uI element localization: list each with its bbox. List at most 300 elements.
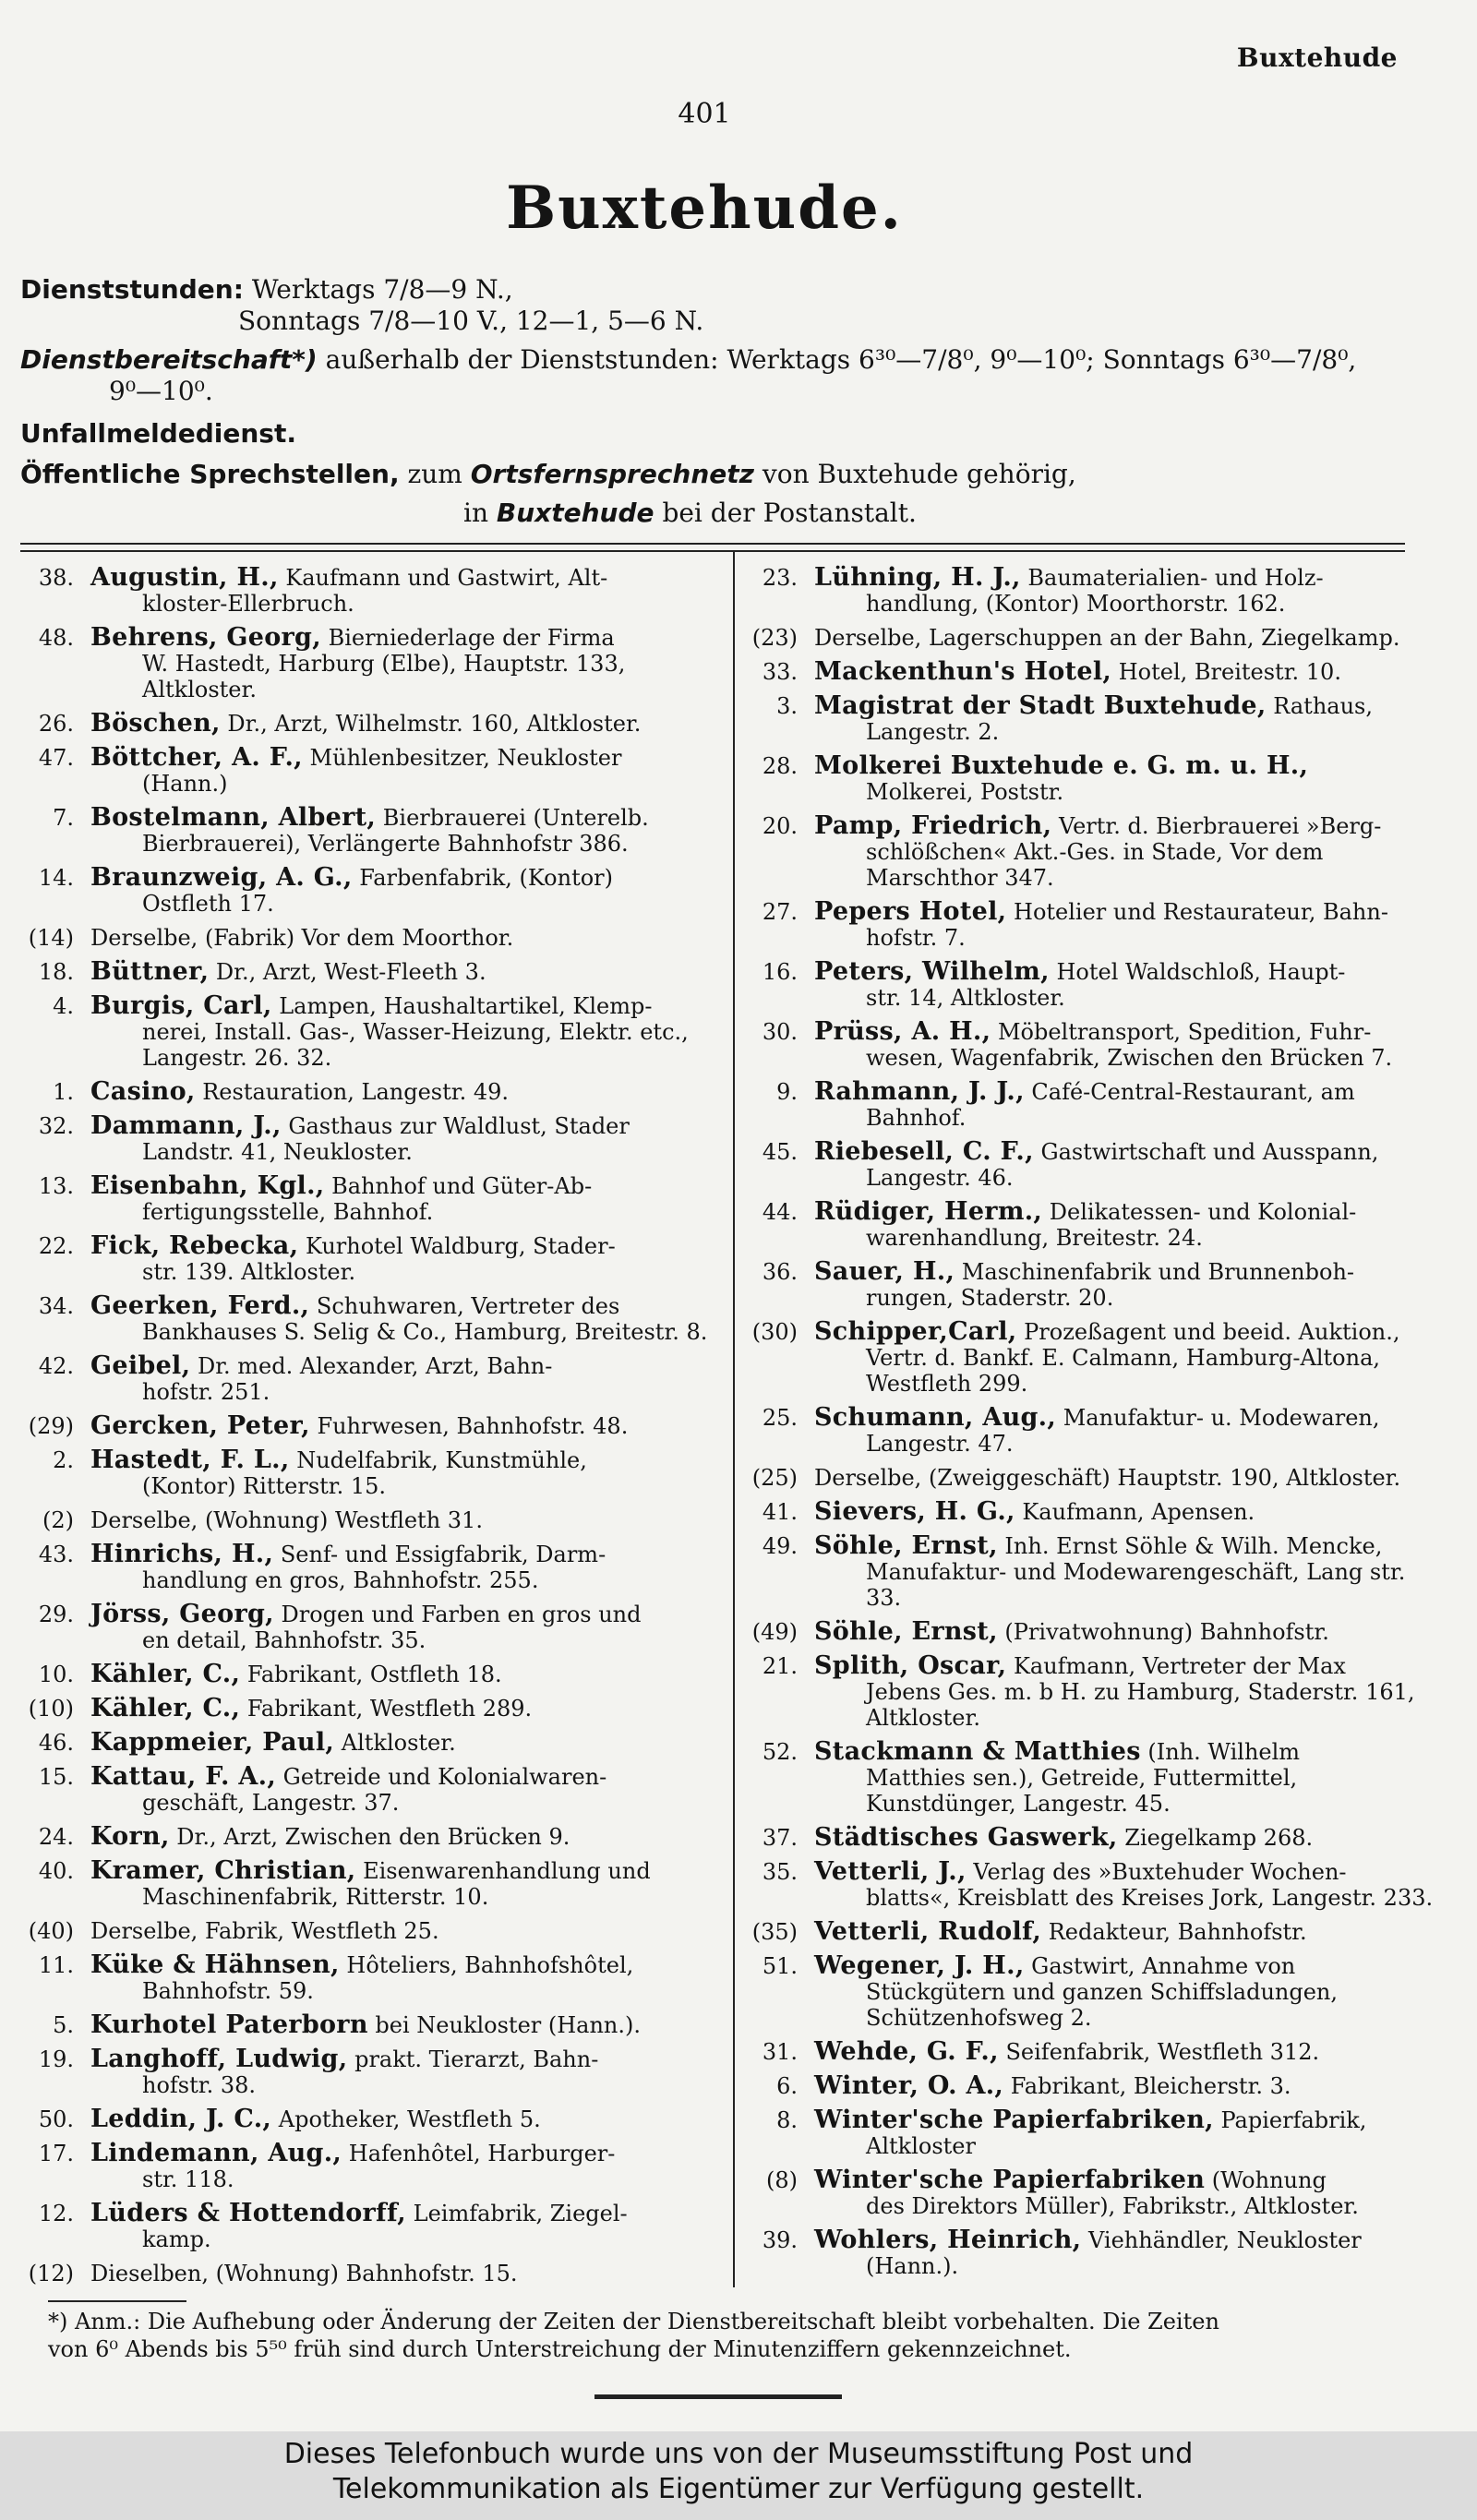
directory-entry — [744, 2073, 1438, 2099]
page-number: 401 — [678, 98, 731, 130]
directory-entry — [20, 745, 724, 797]
entry-name: Kähler, C., — [90, 1694, 241, 1722]
entry-number: (10) — [28, 1696, 74, 1722]
entry-name: Büttner, — [90, 957, 210, 986]
entry-continuation: Langestr. 2. — [866, 719, 1000, 745]
entry-number: 8. — [776, 2107, 798, 2133]
entry-detail: Kurhotel Waldburg, Stader- — [305, 1233, 616, 1259]
entry-name: Rahmann, J. J., — [814, 1077, 1025, 1106]
entry-number: 34. — [38, 1293, 74, 1319]
entry-number: 35. — [762, 1859, 798, 1885]
entry-number: 18. — [38, 959, 74, 985]
entry-detail: Fabrikant, Westfleth 289. — [246, 1696, 533, 1722]
directory-entry — [744, 1619, 1438, 1645]
entry-number: 27. — [762, 899, 798, 925]
entry-number: 51. — [762, 1953, 798, 1979]
entry-number: 23. — [762, 565, 798, 591]
directory-entry — [20, 1233, 724, 1285]
directory-entry — [744, 1199, 1438, 1251]
entry-number: 50. — [38, 2106, 74, 2132]
entry-detail: Kaufmann und Gastwirt, Alt- — [285, 565, 608, 591]
entry-detail: Gastwirt, Annahme von — [1031, 1953, 1296, 1979]
entry-name: Braunzweig, A. G., — [90, 863, 353, 892]
entry-continuation: hofstr. 251. — [142, 1379, 270, 1405]
entry-detail: (Inh. Wilhelm — [1147, 1739, 1301, 1765]
entry-number: 1. — [53, 1079, 74, 1105]
entry-number: 31. — [762, 2039, 798, 2065]
bereitschaft-cont-line — [109, 375, 213, 408]
entry-continuation: Landstr. 41, Neukloster. — [142, 1139, 413, 1165]
directory-entry — [20, 1918, 724, 1944]
entry-name: Mackenthun's Hotel, — [814, 657, 1112, 686]
entry-detail: bei Neukloster (Hann.). — [375, 2012, 642, 2038]
entry-name: Eisenbahn, Kgl., — [90, 1171, 325, 1200]
entry-number: (49) — [751, 1619, 798, 1645]
entry-name: Böschen, — [90, 709, 221, 738]
directory-entry — [20, 1079, 724, 1105]
directory-entry — [744, 565, 1438, 617]
directory-entry — [744, 2107, 1438, 2159]
entry-name: Burgis, Carl, — [90, 991, 272, 1020]
entry-detail: Derselbe, Fabrik, Westfleth 25. — [90, 1918, 439, 1944]
bereitschaft-text: außerhalb der Dienststunden: Werktags 6³⁰—7/8⁰, 9⁰—10⁰; Sonntags 6³⁰—7/8⁰, — [325, 344, 1357, 375]
running-head: Buxtehude — [1236, 42, 1398, 73]
entry-detail: Bahnhof und Güter-Ab- — [331, 1173, 593, 1199]
entry-continuation: Stückgütern und ganzen Schiffsladungen, Schützenhofsweg 2. — [866, 1979, 1339, 2031]
entry-continuation: str. 139. Altkloster. — [142, 1259, 356, 1285]
entry-number: (25) — [751, 1465, 798, 1491]
entry-detail: Maschinenfabrik und Brunnenboh- — [961, 1259, 1355, 1285]
entry-number: (14) — [28, 925, 74, 951]
entry-name: Hastedt, F. L., — [90, 1446, 290, 1474]
entry-name: Wegener, J. H., — [814, 1951, 1025, 1980]
entry-continuation: handlung, (Kontor) Moorthorstr. 162. — [866, 591, 1286, 617]
entry-name: Molkerei Buxtehude e. G. m. u. H., — [814, 751, 1309, 780]
directory-entry — [20, 805, 724, 857]
directory-entry — [20, 865, 724, 917]
directory-entry — [20, 1293, 724, 1345]
directory-entry — [20, 1507, 724, 1533]
entry-number: 40. — [38, 1858, 74, 1884]
directory-entry — [20, 1858, 724, 1910]
entry-detail: Café-Central-Restaurant, am — [1031, 1079, 1355, 1105]
entry-detail: Baumaterialien- und Holz- — [1027, 565, 1324, 591]
entry-name: Dammann, J., — [90, 1111, 282, 1140]
entry-detail: Kaufmann, Vertreter der Max — [1013, 1653, 1346, 1679]
entry-continuation: Molkerei, Poststr. — [866, 779, 1064, 805]
entry-detail: Dr. med. Alexander, Arzt, Bahn- — [197, 1353, 553, 1379]
dienststunden-line — [20, 273, 513, 306]
directory-entry — [744, 1499, 1438, 1525]
entry-detail: Derselbe, (Zweiggeschäft) Hauptstr. 190, Altkloster. — [814, 1465, 1401, 1491]
entry-name: Söhle, Ernst, — [814, 1531, 998, 1560]
entry-detail: Manufaktur- u. Modewaren, — [1063, 1405, 1380, 1431]
entry-number: 14. — [38, 865, 74, 891]
credit-banner — [0, 2431, 1477, 2520]
entry-number: 12. — [38, 2201, 74, 2226]
entry-number: 43. — [38, 1542, 74, 1567]
entry-name: Leddin, J. C., — [90, 2105, 272, 2133]
entry-detail: Hafenhôtel, Harburger- — [348, 2141, 616, 2166]
entry-number: 52. — [762, 1739, 798, 1765]
entry-name: Augustin, H., — [90, 563, 279, 592]
entry-detail: Hôteliers, Bahnhofshôtel, — [346, 1952, 634, 1978]
entry-continuation: warenhandlung, Breitestr. 24. — [866, 1225, 1203, 1251]
footnote-line-1: *) Anm.: Die Aufhebung oder Änderung der Zeiten der Dienstbereitschaft bleibt vorbehalten. Die Zeiten — [48, 2309, 1219, 2334]
entry-continuation: Langestr. 46. — [866, 1165, 1014, 1191]
entry-name: Vetterli, J., — [814, 1857, 967, 1886]
entry-continuation: Bahnhofstr. 59. — [142, 1978, 314, 2004]
entry-detail: Inh. Ernst Söhle & Wilh. Mencke, — [1004, 1533, 1383, 1559]
entry-detail: Farbenfabrik, (Kontor) — [359, 865, 614, 891]
entry-number: 29. — [38, 1602, 74, 1627]
ortsfernsprechnetz: Ortsfernsprechnetz — [470, 459, 754, 489]
entry-name: Winter, O. A., — [814, 2071, 1004, 2100]
entry-detail: Derselbe, (Wohnung) Westfleth 31. — [90, 1507, 483, 1533]
directory-entry — [20, 2012, 724, 2038]
entry-name: Sauer, H., — [814, 1257, 955, 1286]
entry-detail: Papierfabrik, — [1220, 2107, 1367, 2133]
directory-entry — [20, 993, 724, 1071]
directory-entry — [20, 625, 724, 702]
entry-number: 38. — [38, 565, 74, 591]
directory-entry — [20, 1824, 724, 1850]
directory-entry — [744, 1859, 1438, 1911]
entry-detail: Möbeltransport, Spedition, Fuhr- — [997, 1019, 1372, 1045]
directory-entry — [744, 1533, 1438, 1611]
directory-entry — [744, 1405, 1438, 1457]
entry-name: Riebesell, C. F., — [814, 1137, 1034, 1166]
entry-detail: Hotelier und Restaurateur, Bahn- — [1014, 899, 1388, 925]
entry-continuation: wesen, Wagenfabrik, Zwischen den Brücken 7. — [866, 1045, 1393, 1071]
directory-entry — [744, 1653, 1438, 1731]
entry-continuation: Manufaktur- und Modewarengeschäft, Lang str. 33. — [866, 1559, 1406, 1611]
entry-detail: Restauration, Langestr. 49. — [202, 1079, 509, 1105]
entry-detail: (Wohnung — [1211, 2167, 1327, 2193]
entry-name: Behrens, Georg, — [90, 623, 321, 652]
entry-number: 45. — [762, 1139, 798, 1165]
entry-number: 21. — [762, 1653, 798, 1679]
sprechstellen-text-1: zum — [407, 459, 462, 489]
entry-number: 39. — [762, 2227, 798, 2253]
entry-number: (2) — [42, 1507, 74, 1533]
entry-continuation: fertigungsstelle, Bahnhof. — [142, 1199, 434, 1225]
entry-detail: Drogen und Farben en gros und — [281, 1602, 642, 1627]
entry-detail: prakt. Tierarzt, Bahn- — [354, 2046, 599, 2072]
entry-detail: Dr., Arzt, Zwischen den Brücken 9. — [176, 1824, 570, 1850]
entry-number: 10. — [38, 1662, 74, 1687]
entry-continuation: str. 118. — [142, 2166, 234, 2192]
directory-entry — [20, 2261, 724, 2286]
entry-detail: Hotel Waldschloß, Haupt- — [1056, 959, 1346, 985]
entry-name: Winter'sche Papierfabriken — [814, 2166, 1206, 2194]
entry-detail: Nudelfabrik, Kunstmühle, — [296, 1447, 587, 1473]
credit-line-2: Telekommunikation als Eigentümer zur Verfügung gestellt. — [332, 2473, 1145, 2505]
entry-name: Winter'sche Papierfabriken, — [814, 2106, 1214, 2134]
entry-number: 16. — [762, 959, 798, 985]
entry-detail: Eisenwarenhandlung und — [363, 1858, 651, 1884]
directory-entry — [20, 925, 724, 951]
entry-continuation: Langestr. 47. — [866, 1431, 1014, 1457]
entry-number: 37. — [762, 1825, 798, 1851]
entry-name: Pamp, Friedrich, — [814, 811, 1052, 840]
entry-number: 36. — [762, 1259, 798, 1285]
right-column — [744, 565, 1438, 2287]
entry-continuation: Altkloster — [866, 2133, 976, 2159]
dienststunden-sonntags: Sonntags 7/8—10 V., 12—1, 5—6 N. — [238, 306, 704, 336]
entry-continuation: Maschinenfabrik, Ritterstr. 10. — [142, 1884, 489, 1910]
entry-name: Schumann, Aug., — [814, 1403, 1057, 1432]
sprechstellen-line-2 — [463, 497, 917, 530]
bereitschaft-label: Dienstbereitschaft*) — [20, 344, 318, 375]
sprechstellen-label: Öffentliche Sprechstellen, — [20, 459, 400, 489]
sprechstellen-postanstalt: bei der Postanstalt. — [662, 498, 917, 528]
entry-continuation: en detail, Bahnhofstr. 35. — [142, 1627, 426, 1653]
bottom-rule — [594, 2394, 842, 2399]
entry-detail: Leimfabrik, Ziegel- — [413, 2201, 628, 2226]
entry-number: 42. — [38, 1353, 74, 1379]
entry-detail: Lampen, Haushaltartikel, Klemp- — [279, 993, 653, 1019]
entry-detail: Delikatessen- und Kolonial- — [1049, 1199, 1357, 1225]
entry-name: Stackmann & Matthies — [814, 1737, 1141, 1766]
entry-name: Sievers, H. G., — [814, 1497, 1015, 1526]
entry-number: 44. — [762, 1199, 798, 1225]
entry-number: 6. — [776, 2073, 798, 2099]
entry-name: Rüdiger, Herm., — [814, 1197, 1043, 1226]
entry-number: 13. — [38, 1173, 74, 1199]
entry-number: 32. — [38, 1113, 74, 1139]
entry-continuation: W. Hastedt, Harburg (Elbe), Hauptstr. 133, Altkloster. — [142, 651, 626, 702]
entry-continuation: Bahnhof. — [866, 1105, 967, 1131]
entry-name: Kappmeier, Paul, — [90, 1728, 335, 1757]
entry-continuation: kamp. — [142, 2226, 211, 2252]
entry-continuation: des Direktors Müller), Fabrikstr., Altkloster. — [866, 2193, 1359, 2219]
entry-continuation: Bierbrauerei), Verlängerte Bahnhofstr 386. — [142, 831, 629, 857]
entry-detail: Altkloster. — [341, 1730, 456, 1756]
sprechstellen-city: Buxtehude — [496, 498, 654, 528]
entry-number: 48. — [38, 625, 74, 651]
entry-continuation: rungen, Staderstr. 20. — [866, 1285, 1114, 1311]
entry-name: Wehde, G. F., — [814, 2037, 999, 2066]
entry-number: 25. — [762, 1405, 798, 1431]
entry-name: Geerken, Ferd., — [90, 1291, 310, 1320]
dienststunden-sonntags-line — [238, 305, 703, 338]
directory-entry — [744, 1953, 1438, 2031]
entry-continuation: Vertr. d. Bankf. E. Calmann, Hamburg-Altona, Westfleth 299. — [866, 1345, 1381, 1397]
left-column — [20, 565, 724, 2295]
entry-number: 5. — [53, 2012, 74, 2038]
directory-entry — [20, 2141, 724, 2192]
entry-detail: Kaufmann, Apensen. — [1022, 1499, 1255, 1525]
entry-name: Söhle, Ernst, — [814, 1617, 998, 1646]
directory-entry — [744, 1739, 1438, 1817]
bereitschaft-cont: 9⁰—10⁰. — [109, 376, 213, 406]
entry-name: Kähler, C., — [90, 1660, 241, 1688]
header-rule-top — [20, 543, 1405, 545]
entry-detail: Dr., Arzt, West-Fleeth 3. — [215, 959, 486, 985]
entry-detail: Fabrikant, Ostfleth 18. — [246, 1662, 502, 1687]
directory-entry — [744, 2167, 1438, 2219]
directory-entry — [20, 1730, 724, 1756]
directory-entry — [744, 693, 1438, 745]
directory-entry — [744, 899, 1438, 951]
header-rule-bottom — [20, 550, 1405, 552]
entry-detail: Ziegelkamp 268. — [1124, 1825, 1314, 1851]
entry-number: 19. — [38, 2046, 74, 2072]
entry-name: Kattau, F. A., — [90, 1762, 277, 1791]
entry-number: (8) — [766, 2167, 798, 2193]
entry-detail: Dieselben, (Wohnung) Bahnhofstr. 15. — [90, 2261, 518, 2286]
directory-entry — [744, 1079, 1438, 1131]
directory-entry — [744, 1825, 1438, 1851]
entry-continuation: geschäft, Langestr. 37. — [142, 1790, 400, 1816]
entry-continuation: kloster-Ellerbruch. — [142, 591, 354, 617]
directory-entry — [20, 1662, 724, 1687]
entry-number: 17. — [38, 2141, 74, 2166]
entry-detail: Fabrikant, Bleicherstr. 3. — [1010, 2073, 1291, 2099]
entry-continuation: nerei, Install. Gas-, Wasser-Heizung, Elektr. etc., Langestr. 26. 32. — [142, 1019, 689, 1071]
entry-detail: Mühlenbesitzer, Neukloster — [309, 745, 622, 771]
entry-number: 3. — [776, 693, 798, 719]
directory-entry — [744, 625, 1438, 651]
entry-detail: Getreide und Kolonialwaren- — [282, 1764, 607, 1790]
directory-entry — [744, 813, 1438, 891]
directory-entry — [744, 959, 1438, 1011]
directory-entry — [20, 1602, 724, 1653]
entry-name: Städtisches Gaswerk, — [814, 1823, 1118, 1852]
entry-continuation: Jebens Ges. m. b H. zu Hamburg, Staderstr. 161, Altkloster. — [866, 1679, 1415, 1731]
entry-continuation: Ostfleth 17. — [142, 891, 274, 917]
unfallmeldedienst: Unfallmeldedienst. — [20, 418, 296, 449]
entry-name: Kramer, Christian, — [90, 1856, 356, 1885]
directory-entry — [744, 2039, 1438, 2065]
directory-entry — [20, 2201, 724, 2252]
entry-name: Geibel, — [90, 1351, 191, 1380]
entry-detail: Verlag des »Buxtehuder Wochen- — [973, 1859, 1347, 1885]
entry-detail: Schuhwaren, Vertreter des — [316, 1293, 620, 1319]
entry-number: (35) — [751, 1919, 798, 1945]
directory-entry — [744, 1465, 1438, 1491]
entry-name: Pepers Hotel, — [814, 897, 1007, 926]
entry-continuation: (Hann.) — [142, 771, 228, 797]
entry-number: 7. — [53, 805, 74, 831]
entry-continuation: (Hann.). — [866, 2253, 959, 2279]
directory-entry — [20, 1113, 724, 1165]
entry-detail: Viehhändler, Neukloster — [1088, 2227, 1362, 2253]
entry-detail: Hotel, Breitestr. 10. — [1118, 659, 1341, 685]
directory-entry — [744, 1139, 1438, 1191]
entry-number: (29) — [28, 1413, 74, 1439]
entry-number: 33. — [762, 659, 798, 685]
entry-number: 4. — [53, 993, 74, 1019]
directory-entry — [20, 2106, 724, 2132]
entry-number: 22. — [38, 1233, 74, 1259]
entry-name: Peters, Wilhelm, — [814, 957, 1050, 986]
entry-name: Wohlers, Heinrich, — [814, 2226, 1082, 2254]
entry-name: Lühning, H. J., — [814, 563, 1021, 592]
entry-number: (40) — [28, 1918, 74, 1944]
entry-number: 2. — [53, 1447, 74, 1473]
sprechstellen-in: in — [463, 498, 488, 528]
credit-line-1: Dieses Telefonbuch wurde uns von der Museumsstiftung Post und — [283, 2438, 1194, 2470]
entry-detail: Gasthaus zur Waldlust, Stader — [288, 1113, 630, 1139]
entry-name: Gercken, Peter, — [90, 1411, 310, 1440]
entry-name: Küke & Hähnsen, — [90, 1950, 340, 1979]
entry-detail: Derselbe, Lagerschuppen an der Bahn, Ziegelkamp. — [814, 625, 1400, 651]
directory-entry — [20, 1353, 724, 1405]
directory-entry — [744, 753, 1438, 805]
entry-number: 26. — [38, 711, 74, 737]
footnote-rule — [48, 2300, 186, 2302]
entry-detail: (Privatwohnung) Bahnhofstr. — [1004, 1619, 1329, 1645]
sprechstellen-text-2: von Buxtehude gehörig, — [762, 459, 1076, 489]
unfall-line — [20, 417, 296, 450]
entry-number: (12) — [28, 2261, 74, 2286]
entry-number: 47. — [38, 745, 74, 771]
entry-number: 20. — [762, 813, 798, 839]
entry-name: Vetterli, Rudolf, — [814, 1917, 1042, 1946]
city-title: Buxtehude. — [506, 174, 903, 243]
bereitschaft-line — [20, 343, 1356, 377]
directory-entry — [744, 2227, 1438, 2279]
entry-detail: Bierbrauerei (Unterelb. — [382, 805, 649, 831]
directory-entry — [744, 1019, 1438, 1071]
entry-number: 15. — [38, 1764, 74, 1790]
directory-entry — [20, 1413, 724, 1439]
column-divider — [733, 552, 735, 2287]
entry-name: Langhoff, Ludwig, — [90, 2045, 348, 2073]
directory-entry — [20, 1696, 724, 1722]
entry-detail: Prozeßagent und beeid. Auktion., — [1024, 1319, 1400, 1345]
entry-continuation: hofstr. 7. — [866, 925, 966, 951]
directory-entry — [20, 2046, 724, 2098]
entry-number: 11. — [38, 1952, 74, 1978]
directory-entry — [20, 1542, 724, 1593]
directory-entry — [20, 1952, 724, 2004]
entry-detail: Redakteur, Bahnhofstr. — [1048, 1919, 1307, 1945]
entry-number: 41. — [762, 1499, 798, 1525]
directory-entry — [20, 959, 724, 985]
entry-name: Hinrichs, H., — [90, 1540, 274, 1568]
entry-number: 28. — [762, 753, 798, 779]
directory-entry — [20, 1447, 724, 1499]
entry-detail: Senf- und Essigfabrik, Darm- — [280, 1542, 606, 1567]
entry-detail: Gastwirtschaft und Ausspann, — [1040, 1139, 1379, 1165]
directory-entry — [744, 1319, 1438, 1397]
entry-continuation: (Kontor) Ritterstr. 15. — [142, 1473, 387, 1499]
entry-name: Schipper,Carl, — [814, 1317, 1017, 1346]
entry-detail: Rathaus, — [1273, 693, 1373, 719]
entry-name: Lüders & Hottendorff, — [90, 2199, 406, 2227]
entry-number: (23) — [751, 625, 798, 651]
entry-name: Korn, — [90, 1822, 170, 1851]
directory-entry — [20, 711, 724, 737]
footnote — [48, 2308, 1433, 2363]
entry-continuation: Matthies sen.), Getreide, Futtermittel, Kunstdünger, Langestr. 45. — [866, 1765, 1298, 1817]
sprechstellen-line — [20, 458, 1076, 491]
entry-detail: Derselbe, (Fabrik) Vor dem Moorthor. — [90, 925, 514, 951]
entry-detail: Dr., Arzt, Wilhelmstr. 160, Altkloster. — [227, 711, 642, 737]
entry-number: 24. — [38, 1824, 74, 1850]
entry-name: Bostelmann, Albert, — [90, 803, 377, 832]
entry-number: 46. — [38, 1730, 74, 1756]
directory-entry — [744, 1259, 1438, 1311]
entry-continuation: handlung en gros, Bahnhofstr. 255. — [142, 1567, 539, 1593]
directory-entry — [744, 1919, 1438, 1945]
directory-entry — [20, 565, 724, 617]
entry-name: Prüss, A. H., — [814, 1017, 991, 1046]
entry-continuation: Bankhauses S. Selig & Co., Hamburg, Breitestr. 8. — [142, 1319, 708, 1345]
